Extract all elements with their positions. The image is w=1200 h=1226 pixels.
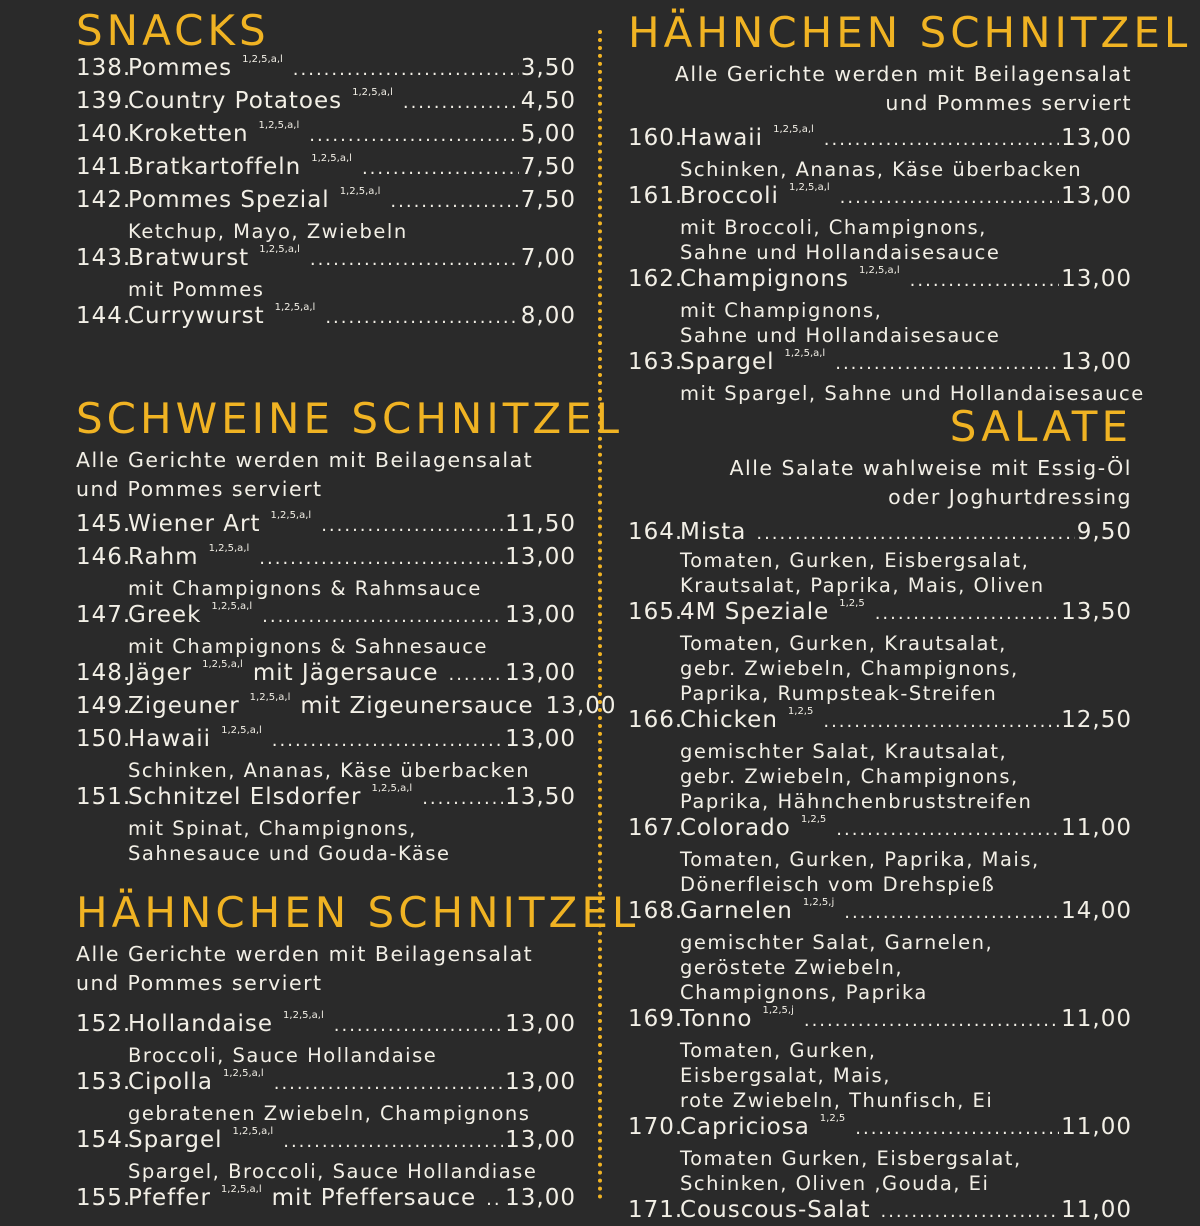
item-allergens: 1,2,5,a,l: [274, 302, 316, 313]
item-description: Tomaten Gurken, Eisbergsalat,: [680, 1147, 1022, 1170]
section-description: [76, 940, 576, 998]
leader-dots: [334, 1011, 503, 1040]
leader-dots: [448, 660, 503, 689]
item-inline-description: mit Jägersauce: [252, 660, 439, 686]
menu-item-line: [628, 265, 1132, 298]
item-number: 144.: [76, 303, 132, 329]
menu-item: [628, 518, 1132, 598]
item-name: Pommes Spezial: [128, 187, 330, 213]
section-description-line: und Pommes serviert: [76, 971, 323, 995]
item-allergens: 1,2,5,a,l: [220, 1184, 262, 1195]
menu-item-line: [628, 897, 1132, 930]
item-price: 7,50: [520, 154, 576, 180]
item-price: 13,00: [545, 693, 617, 719]
item-description: mit Champignons,: [680, 299, 883, 322]
item-number: 153.: [76, 1069, 132, 1095]
section-description-line: und Pommes serviert: [885, 91, 1132, 115]
leader-dots: [880, 1197, 1059, 1226]
item-description: Spargel, Broccoli, Sauce Hollandiase: [128, 1160, 538, 1183]
item-price: 13,00: [1061, 125, 1132, 151]
menu-item: [76, 692, 617, 725]
item-description: Champignons, Paprika: [680, 981, 928, 1004]
leader-dots: [283, 1127, 503, 1156]
item-description: Paprika, Rumpsteak-Streifen: [680, 682, 998, 705]
item-price: 13,00: [505, 544, 576, 570]
item-description: rote Zwiebeln, Thunfisch, Ei: [680, 1089, 994, 1112]
item-inline-description: mit Zigeunersauce: [300, 693, 534, 719]
item-description: mit Pommes: [128, 278, 265, 301]
item-description: gemischter Salat, Krautsalat,: [680, 740, 1008, 763]
item-description: Tomaten, Gurken, Eisbergsalat,: [680, 549, 1030, 572]
item-allergens: 1,2,5,a,l: [258, 120, 300, 131]
item-number: 140.: [76, 121, 132, 147]
item-price: 9,50: [1076, 519, 1132, 545]
menu-item: [76, 87, 576, 120]
menu-item-line: [628, 814, 1132, 847]
leader-dots: [875, 599, 1059, 628]
menu-item: [76, 601, 576, 659]
item-allergens: 1,2,5,a,l: [311, 153, 352, 164]
item-allergens: 1,2,5,a,l: [858, 265, 900, 276]
section-description-line: oder Joghurtdressing: [888, 485, 1132, 509]
item-description: Sahne und Hollandaisesauce: [680, 241, 1001, 264]
menu-item-line: [76, 302, 576, 335]
item-number: 161.: [628, 183, 684, 209]
item-allergens: 1,2,5,a,l: [242, 54, 283, 65]
menu-item: [628, 124, 1132, 182]
menu-item-line: [76, 725, 576, 758]
menu-item-line: [628, 518, 1132, 548]
item-number: 171.: [628, 1197, 684, 1223]
item-number: 138.: [76, 55, 132, 81]
menu-item-line: [628, 182, 1132, 215]
item-name: Hawaii: [680, 125, 764, 151]
menu-item: [76, 1184, 576, 1217]
item-allergens: 1,2,5: [787, 706, 814, 717]
section-title: SCHWEINE SCHNITZEL: [76, 394, 624, 443]
item-allergens: 1,2,5,a,l: [784, 348, 826, 359]
item-price: 8,00: [520, 303, 576, 329]
leader-dots: [321, 511, 503, 540]
item-price: 11,00: [1061, 1006, 1132, 1032]
section-description-line: und Pommes serviert: [76, 477, 323, 501]
menu-item: [76, 543, 576, 601]
menu-item-line: [628, 124, 1132, 157]
item-allergens: 1,2,5,a,l: [232, 1126, 274, 1137]
item-number: 151.: [76, 784, 132, 810]
item-number: 163.: [628, 349, 684, 375]
menu-item: [76, 725, 576, 783]
leader-dots: [910, 266, 1059, 295]
item-number: 166.: [628, 707, 684, 733]
item-allergens: 1,2,5: [839, 598, 865, 609]
menu-item-line: [628, 1196, 1132, 1226]
item-allergens: 1,2,5,a,l: [249, 692, 291, 703]
item-allergens: 1,2,5,a,l: [339, 186, 381, 197]
item-price: 3,50: [520, 55, 576, 81]
item-name: Bratkartoffeln: [128, 154, 302, 180]
section-salate: [628, 404, 1132, 1226]
item-name: 4M Speziale: [680, 599, 830, 625]
item-price: 13,00: [505, 1185, 576, 1211]
item-name: Mista: [680, 519, 747, 545]
section-description: [628, 454, 1132, 512]
menu-item: [76, 510, 576, 543]
leader-dots: [855, 1114, 1059, 1143]
item-name: Couscous-Salat: [680, 1197, 871, 1223]
item-allergens: 1,2,5,a,l: [283, 1010, 324, 1021]
item-allergens: 1,2,5,j: [802, 897, 835, 908]
item-price: 7,00: [520, 245, 576, 271]
section-snacks: [76, 8, 576, 335]
menu-item-line: [76, 153, 576, 186]
menu-item: [76, 659, 576, 692]
leader-dots: [403, 88, 519, 117]
section-description-line: Alle Gerichte werden mit Beilagensalat: [76, 448, 534, 472]
leader-dots: [293, 55, 519, 84]
item-name: Zigeuner: [128, 693, 240, 719]
item-price: 13,00: [505, 726, 576, 752]
item-price: 7,50: [520, 187, 576, 213]
section-title: SNACKS: [76, 6, 270, 55]
item-name: Schnitzel Elsdorfer: [128, 784, 362, 810]
menu-item: [628, 598, 1132, 706]
item-description: Ketchup, Mayo, Zwiebeln: [128, 220, 408, 243]
item-number: 154.: [76, 1127, 132, 1153]
menu-item-line: [76, 543, 576, 576]
section-description: [76, 446, 576, 504]
menu-item-line: [76, 1184, 576, 1217]
item-description: Krautsalat, Paprika, Mais, Oliven: [680, 574, 1045, 597]
item-number: 147.: [76, 602, 132, 628]
leader-dots: [422, 784, 503, 813]
item-price: 11,00: [1061, 1114, 1132, 1140]
leader-dots: [824, 125, 1059, 154]
item-price: 13,00: [1061, 349, 1132, 375]
item-name: Pommes: [128, 55, 233, 81]
item-description: mit Spargel, Sahne und Hollandaisesauce: [680, 382, 1145, 405]
item-name: Wiener Art: [128, 511, 261, 537]
menu-item: [76, 186, 576, 244]
leader-dots: [362, 154, 519, 183]
item-name: Spargel: [128, 1127, 223, 1153]
menu-item-line: [76, 510, 576, 543]
item-number: 168.: [628, 898, 684, 924]
item-number: 150.: [76, 726, 132, 752]
menu-item-line: [76, 186, 576, 219]
item-price: 13,00: [505, 1011, 576, 1037]
menu-item: [76, 1010, 576, 1068]
item-allergens: 1,2,5,a,l: [352, 87, 393, 98]
menu-item-line: [628, 706, 1132, 739]
item-description: Tomaten, Gurken, Krautsalat,: [680, 632, 1007, 655]
item-allergens: 1,2,5,a,l: [221, 725, 262, 736]
item-description: Sahne und Hollandaisesauce: [680, 324, 1001, 347]
item-description: mit Champignons & Sahnesauce: [128, 635, 488, 658]
menu-item: [628, 182, 1132, 265]
item-name: Pfeffer: [128, 1185, 211, 1211]
leader-dots: [272, 726, 503, 755]
item-description: Schinken, Ananas, Käse überbacken: [680, 158, 1083, 181]
item-name: Greek: [128, 602, 202, 628]
item-price: 5,00: [520, 121, 576, 147]
item-price: 13,50: [505, 784, 576, 810]
item-number: 164.: [628, 519, 684, 545]
item-number: 169.: [628, 1006, 684, 1032]
item-allergens: 1,2,5,a,l: [211, 601, 253, 612]
item-description: Tomaten, Gurken, Paprika, Mais,: [680, 848, 1040, 871]
item-number: 139.: [76, 88, 132, 114]
menu-item: [76, 302, 576, 335]
item-description: Broccoli, Sauce Hollandaise: [128, 1044, 438, 1067]
item-number: 155.: [76, 1185, 132, 1211]
section-description-line: Alle Gerichte werden mit Beilagensalat: [674, 62, 1132, 86]
item-price: 13,00: [505, 1069, 576, 1095]
item-name: Colorado: [680, 815, 791, 841]
item-description: Schinken, Ananas, Käse überbacken: [128, 759, 531, 782]
leader-dots: [756, 519, 1074, 548]
menu-item: [76, 1068, 576, 1126]
item-price: 11,00: [1061, 1197, 1132, 1223]
item-description: geröstete Zwiebeln,: [680, 956, 904, 979]
item-price: 13,00: [1061, 183, 1132, 209]
item-price: 13,00: [505, 602, 576, 628]
leader-dots: [835, 349, 1059, 378]
item-allergens: 1,2,5,j: [762, 1005, 794, 1016]
item-description: Sahnesauce und Gouda-Käse: [128, 842, 451, 865]
item-number: 141.: [76, 154, 132, 180]
item-allergens: 1,2,5,a,l: [208, 543, 250, 554]
item-description: Schinken, Oliven ,Gouda, Ei: [680, 1172, 990, 1195]
item-number: 152.: [76, 1011, 132, 1037]
menu-item-line: [76, 1126, 576, 1159]
item-allergens: 1,2,5,a,l: [270, 510, 312, 521]
leader-dots: [804, 1006, 1059, 1035]
item-number: 143.: [76, 245, 132, 271]
menu-item-line: [628, 348, 1132, 381]
item-name: Chicken: [680, 707, 778, 733]
item-allergens: 1,2,5,a,l: [259, 244, 300, 255]
menu-item: [76, 244, 576, 302]
menu-item-line: [76, 692, 617, 725]
item-price: 11,00: [1061, 815, 1132, 841]
menu-item: [628, 706, 1132, 814]
section-description: [628, 60, 1132, 118]
item-price: 4,50: [520, 88, 576, 114]
item-description: mit Broccoli, Champignons,: [680, 216, 987, 239]
leader-dots: [310, 245, 519, 274]
item-inline-description: mit Pfeffersauce: [271, 1185, 477, 1211]
item-name: Currywurst: [128, 303, 265, 329]
item-number: 170.: [628, 1114, 684, 1140]
item-allergens: 1,2,5,a,l: [202, 659, 243, 670]
item-allergens: 1,2,5,a,l: [371, 783, 413, 794]
item-description: Eisbergsalat, Mais,: [680, 1064, 891, 1087]
item-price: 14,00: [1061, 898, 1132, 924]
menu-item-line: [76, 54, 576, 87]
leader-dots: [325, 303, 518, 332]
item-description: gebratenen Zwiebeln, Champignons: [128, 1102, 531, 1125]
leader-dots: [844, 898, 1059, 927]
item-name: Spargel: [680, 349, 775, 375]
item-description: mit Champignons & Rahmsauce: [128, 577, 482, 600]
item-number: 145.: [76, 511, 132, 537]
item-number: 142.: [76, 187, 132, 213]
item-allergens: 1,2,5,a,l: [223, 1068, 264, 1079]
menu-item: [628, 1196, 1132, 1226]
menu-item-line: [628, 1005, 1132, 1038]
item-name: Rahm: [128, 544, 199, 570]
item-name: Garnelen: [680, 898, 793, 924]
menu-item: [628, 814, 1132, 897]
menu-item: [628, 265, 1132, 348]
item-description: Dönerfleisch vom Drehspieß: [680, 873, 996, 896]
item-number: 146.: [76, 544, 132, 570]
leader-dots: [836, 815, 1059, 844]
item-description: gebr. Zwiebeln, Champignons,: [680, 657, 1019, 680]
leader-dots: [274, 1069, 503, 1098]
item-price: 13,00: [505, 660, 576, 686]
item-number: 162.: [628, 266, 684, 292]
item-name: Broccoli: [680, 183, 779, 209]
item-description: Paprika, Hähnchenbruststreifen: [680, 790, 1033, 813]
menu-item: [628, 897, 1132, 1005]
section-haehnchen-schnitzel-right: [628, 8, 1192, 406]
item-price: 13,00: [1061, 266, 1132, 292]
section-schweine-schnitzel: [76, 394, 624, 866]
item-name: Jäger: [128, 660, 193, 686]
leader-dots: [840, 183, 1059, 212]
menu-item-line: [76, 1010, 576, 1043]
section-title: HÄHNCHEN SCHNITZEL: [628, 8, 1192, 57]
item-number: 165.: [628, 599, 684, 625]
section-description-line: Alle Gerichte werden mit Beilagensalat: [76, 942, 534, 966]
item-number: 167.: [628, 815, 684, 841]
menu-item-line: [76, 87, 576, 120]
menu-item-line: [628, 1113, 1132, 1146]
item-name: Hawaii: [128, 726, 212, 752]
item-number: 148.: [76, 660, 132, 686]
section-title: HÄHNCHEN SCHNITZEL: [76, 888, 640, 937]
menu-item: [628, 1005, 1132, 1113]
leader-dots: [259, 544, 503, 573]
menu-item: [628, 348, 1145, 406]
menu-item-line: [76, 1068, 576, 1101]
item-name: Cipolla: [128, 1069, 213, 1095]
item-allergens: 1,2,5,a,l: [773, 124, 814, 135]
item-number: 160.: [628, 125, 684, 151]
item-allergens: 1,2,5: [819, 1113, 846, 1124]
item-number: 149.: [76, 693, 132, 719]
item-name: Champignons: [680, 266, 849, 292]
item-name: Tonno: [680, 1006, 753, 1032]
item-name: Bratwurst: [128, 245, 250, 271]
item-price: 12,50: [1061, 707, 1132, 733]
menu-item: [628, 1113, 1132, 1196]
item-description: gemischter Salat, Garnelen,: [680, 931, 994, 954]
item-name: Kroketten: [128, 121, 249, 147]
item-description: gebr. Zwiebeln, Champignons,: [680, 765, 1019, 788]
item-allergens: 1,2,5,a,l: [788, 182, 830, 193]
menu-item-line: [628, 598, 1132, 631]
item-description: mit Spinat, Champignons,: [128, 817, 417, 840]
item-name: Hollandaise: [128, 1011, 274, 1037]
menu-item: [76, 54, 576, 87]
menu-item-line: [76, 659, 576, 692]
menu-item-line: [76, 244, 576, 277]
menu-item-line: [76, 783, 576, 816]
section-haehnchen-schnitzel-left: [76, 888, 640, 1217]
item-allergens: 1,2,5: [800, 814, 827, 825]
section-description-line: Alle Salate wahlweise mit Essig-Öl: [729, 456, 1132, 480]
section-title: SALATE: [949, 402, 1132, 451]
menu-item: [76, 783, 576, 866]
item-price: 13,50: [1061, 599, 1132, 625]
leader-dots: [262, 602, 503, 631]
item-price: 11,50: [505, 511, 576, 537]
menu-item: [76, 1126, 576, 1184]
leader-dots: [390, 187, 518, 216]
item-name: Country Potatoes: [128, 88, 343, 114]
column-divider: [598, 30, 602, 1200]
leader-dots: [823, 707, 1059, 736]
menu-item: [76, 153, 576, 186]
item-name: Capriciosa: [680, 1114, 810, 1140]
item-price: 13,00: [505, 1127, 576, 1153]
menu-item-line: [76, 601, 576, 634]
item-description: Tomaten, Gurken,: [680, 1039, 877, 1062]
